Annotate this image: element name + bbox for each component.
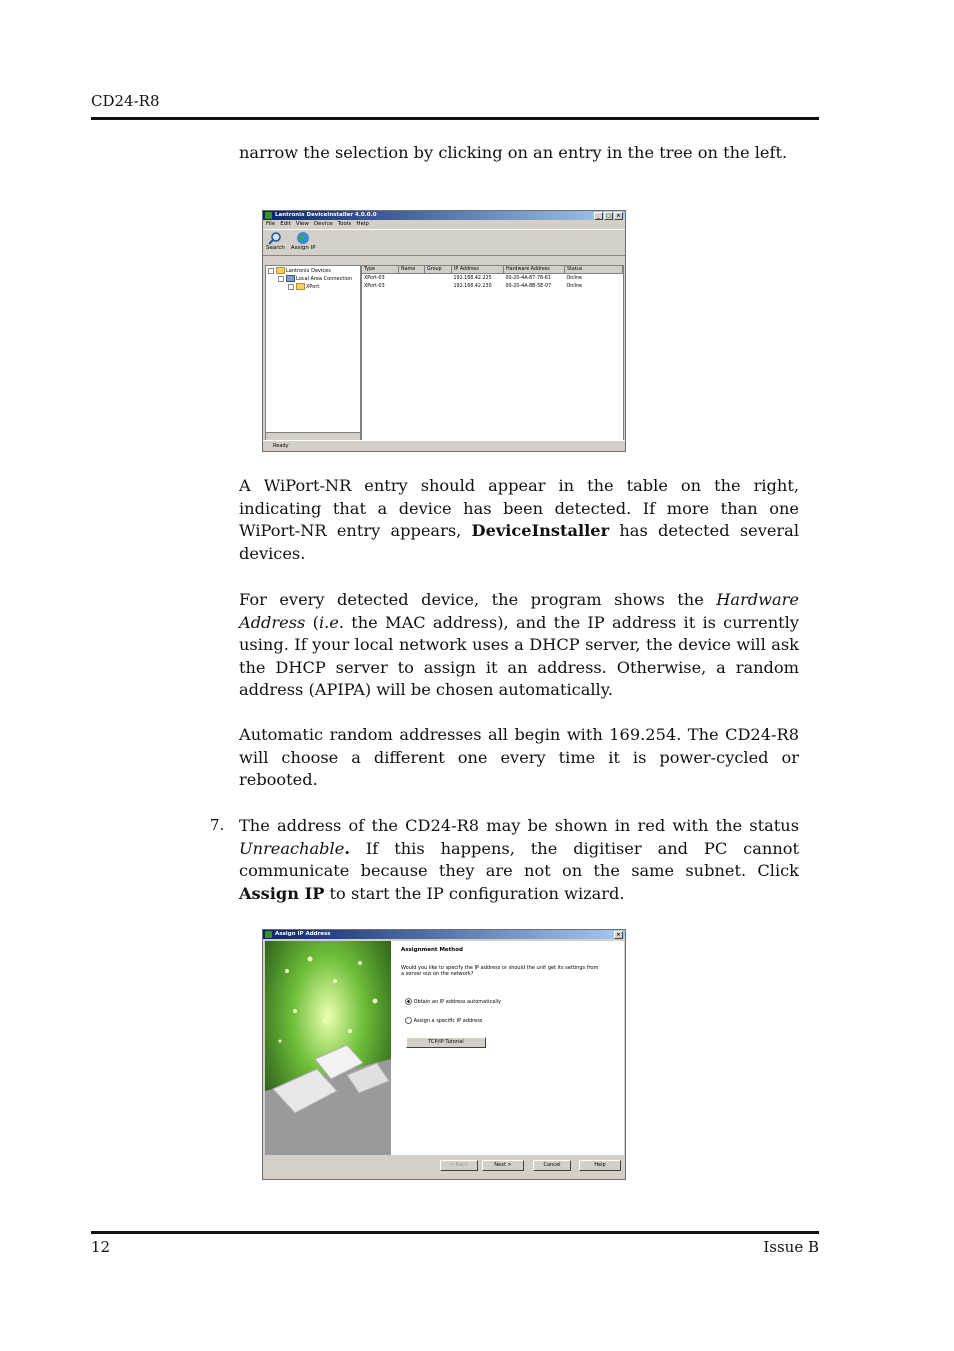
col-ip-address[interactable]: IP Address [452, 266, 504, 274]
p2-text-a: For every detected device, the program shows the [239, 590, 717, 609]
running-header: CD24-R8 [91, 92, 160, 110]
table-row[interactable] [362, 282, 623, 290]
option-specific-label: Assign a specific IP address [413, 1018, 483, 1024]
tcp-ip-tutorial-button[interactable]: TCP/IP Tutorial [406, 1037, 486, 1048]
cell-name [399, 282, 425, 290]
close-icon[interactable]: × [614, 212, 623, 220]
search-button[interactable] [266, 230, 285, 255]
menu-help[interactable]: Help [356, 221, 369, 227]
folder-icon [296, 283, 305, 290]
wizard-heading: Assignment Method [401, 947, 463, 953]
p1-text-a: A WiPort-NR entry should appear in the table on the right, indicating that a device has been detected. If more than one WiPort-NR entry appears, [239, 476, 799, 541]
col-group[interactable]: Group [425, 266, 452, 274]
radio-selected[interactable] [405, 998, 412, 1005]
paragraph-detected [239, 475, 799, 565]
table-row[interactable] [362, 274, 623, 283]
next-button[interactable]: Next > [482, 1160, 524, 1171]
wizard-app-icon [265, 931, 272, 938]
cell-mac: 00-20-4A-87-78-61 [505, 275, 551, 281]
footer-rule [91, 1231, 819, 1234]
hardware-address-term: Hardware Address [239, 590, 799, 632]
paragraph-hardware-address [239, 589, 799, 702]
search-icon [268, 231, 282, 245]
paragraph-apipa [239, 724, 799, 792]
p1-text-c: has detected several devices. [239, 521, 799, 563]
step-number: 7. [210, 816, 225, 834]
p2-text-c: ( [305, 612, 319, 632]
ie-term: i.e. [318, 612, 344, 632]
step7-text-a: The address of the CD24-R8 may be shown in red with the status [239, 816, 799, 835]
maximize-icon[interactable]: □ [604, 212, 613, 220]
p3-text: Automatic random addresses all begin with 169.254. The CD24-R8 will choose a different one every time it is power-cycled or rebooted. [239, 725, 799, 790]
assign-ip-wizard-screenshot [262, 929, 626, 1180]
deviceinstaller-term: DeviceInstaller [471, 521, 610, 541]
step7-period: . [344, 838, 350, 858]
network-icon [286, 275, 295, 282]
app-icon [265, 212, 272, 219]
menu-device[interactable]: Device [313, 221, 333, 227]
wizard-question: Would you like to specify the IP address or should the unit get its settings from a server out on the network? [401, 965, 599, 977]
intro-text: narrow the selection by clicking on an entry in the tree on the left. [239, 143, 788, 162]
globe-icon [296, 231, 310, 245]
menu-edit[interactable]: Edit [280, 221, 291, 227]
wizard-title-bar [263, 930, 625, 939]
option-automatic-label: Obtain an IP address automatically [413, 999, 502, 1005]
device-grid [362, 266, 623, 290]
wizard-title: Assign IP Address [275, 931, 331, 937]
cell-type: XPort-03 [364, 275, 385, 281]
tree-item-lantronix-devices[interactable]: Lantronix Devices [268, 267, 331, 275]
menu-file[interactable]: File [266, 221, 276, 227]
cell-status: Online [566, 275, 582, 281]
toolbar [263, 229, 625, 256]
page-number: 12 [91, 1238, 111, 1256]
assign-ip-term: Assign IP [239, 883, 325, 903]
tree-item-xport[interactable]: XPort [288, 283, 319, 291]
status-text: Ready [273, 443, 289, 449]
col-name[interactable]: Name [399, 266, 425, 274]
cancel-button[interactable]: Cancel [533, 1160, 571, 1171]
device-installer-screenshot [262, 210, 626, 452]
col-hardware-address[interactable]: Hardware Address [504, 266, 565, 274]
fiber-optics-image [265, 941, 391, 1155]
search-label: Search [266, 245, 285, 251]
window-title: Lantronix DeviceInstaller 4.0.0.0 [275, 212, 377, 218]
cell-mac: 00-20-4A-8B-5E-07 [505, 283, 552, 289]
option-specific[interactable] [405, 1017, 482, 1025]
col-type[interactable]: Type [362, 266, 399, 274]
cell-type: XPort-03 [364, 283, 385, 289]
cell-name [399, 274, 425, 283]
wizard-content [391, 941, 624, 1155]
device-table [361, 265, 624, 441]
paragraph-step7 [239, 815, 799, 905]
wizard-banner-image [265, 941, 391, 1155]
menu-tools[interactable]: Tools [337, 221, 352, 227]
close-icon[interactable]: × [614, 931, 623, 939]
menu-bar [263, 220, 625, 229]
menu-view[interactable]: View [295, 221, 309, 227]
assign-ip-label: Assign IP [290, 245, 316, 251]
radio-unselected[interactable] [405, 1017, 412, 1024]
device-tree [265, 265, 361, 441]
col-status[interactable]: Status [565, 266, 623, 274]
table-header-row [362, 266, 623, 274]
unreachable-term: Unreachable [239, 838, 345, 858]
option-automatic[interactable] [405, 998, 501, 1006]
tree-scrollbar[interactable] [266, 432, 360, 440]
cell-status: Online [566, 283, 582, 289]
p2-text-e: the MAC address), and the IP address it is currently using. If your local network uses a DHCP server, the device will ask the DHCP server to assign it an address. Otherwise, a random address (APIPA) will be chosen automatically. [239, 612, 799, 700]
step7-text-f: to start the IP configuration wizard. [324, 883, 625, 903]
cell-group [425, 282, 452, 290]
header-rule [91, 117, 819, 120]
help-button[interactable]: Help [579, 1160, 621, 1171]
minimize-icon[interactable]: _ [594, 212, 603, 220]
tree-item-local-area-connection[interactable]: Local Area Connection [278, 275, 352, 283]
cell-ip: 192.168.42.225 [453, 275, 492, 281]
cell-ip: 192.168.42.230 [453, 283, 492, 289]
intro-paragraph [239, 142, 799, 165]
step7-text-d: If this happens, the digitiser and PC cannot communicate because they are not on the same subnet. Click [239, 838, 799, 881]
devices-icon [276, 267, 285, 274]
assign-ip-button[interactable] [291, 230, 316, 255]
title-bar [263, 211, 625, 220]
back-button[interactable]: < Back [440, 1160, 478, 1171]
status-bar [263, 440, 625, 451]
cell-group [425, 274, 452, 283]
issue-label: Issue B [763, 1238, 819, 1256]
